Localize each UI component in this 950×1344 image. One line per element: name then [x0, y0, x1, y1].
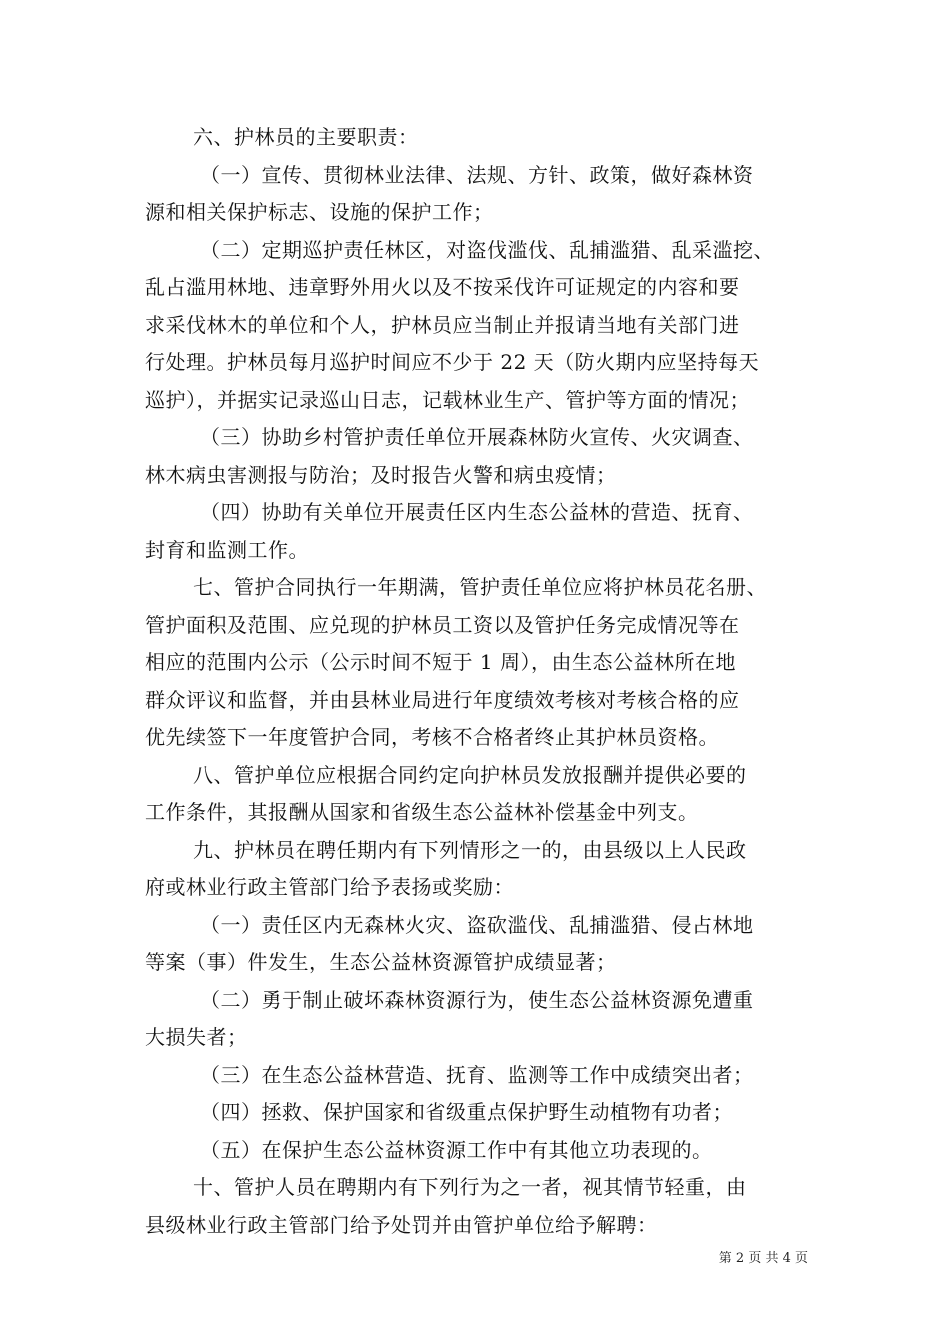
paragraph-line: 县级林业行政主管部门给予处罚并由管护单位给予解聘： — [145, 1212, 658, 1237]
paragraph-line: （二）定期巡护责任林区，对盗伐滥伐、乱捕滥猎、乱采滥挖、 — [200, 237, 774, 262]
paragraph-line: （三）协助乡村管护责任单位开展森林防火宣传、火灾调查、 — [200, 425, 754, 449]
paragraph-line: 府或林业行政主管部门给予表扬或奖励： — [145, 875, 514, 899]
paragraph-line: 行处理。护林员每月巡护时间应不少于 22 天（防火期内应坚持每天 — [145, 350, 760, 374]
paragraph-line: 群众评议和监督，并由县林业局进行年度绩效考核对考核合格的应 — [145, 687, 740, 712]
paragraph-line: 乱占滥用林地、违章野外用火以及不按采伐许可证规定的内容和要 — [145, 275, 740, 299]
paragraph-line: 相应的范围内公示（公示时间不短于 1 周），由生态公益林所在地 — [145, 650, 736, 674]
paragraph-line: 六、护林员的主要职责： — [193, 125, 419, 149]
paragraph-line: 求采伐林木的单位和个人，护林员应当制止并报请当地有关部门进 — [145, 312, 740, 337]
paragraph-line: （一）宣传、贯彻林业法律、法规、方针、政策，做好森林资 — [200, 162, 754, 187]
paragraph-line: 十、管护人员在聘期内有下列行为之一者，视其情节轻重，由 — [193, 1175, 747, 1199]
paragraph-line: （三）在生态公益林营造、抚育、监测等工作中成绩突出者； — [200, 1062, 754, 1087]
document-body — [145, 119, 810, 1244]
paragraph-line: 管护面积及范围、应兑现的护林员工资以及管护任务完成情况等在 — [145, 612, 740, 637]
paragraph-line: （一）责任区内无森林火灾、盗砍滥伐、乱捕滥猎、侵占林地 — [200, 912, 754, 937]
paragraph-line: 源和相关保护标志、设施的保护工作； — [145, 200, 494, 224]
paragraph-line: 大损失者； — [145, 1025, 248, 1049]
paragraph-line: 等案（事）件发生，生态公益林资源管护成绩显著； — [145, 950, 617, 974]
paragraph-line: 九、护林员在聘任期内有下列情形之一的，由县级以上人民政 — [193, 837, 747, 862]
paragraph-line: （二）勇于制止破坏森林资源行为，使生态公益林资源免遭重 — [200, 987, 754, 1012]
paragraph-line: （四）协助有关单位开展责任区内生态公益林的营造、抚育、 — [200, 500, 754, 524]
page-number-footer: 第 2 页 共 4 页 — [718, 1251, 808, 1266]
paragraph-line: 巡护），并据实记录巡山日志，记载林业生产、管护等方面的情况； — [145, 387, 750, 412]
paragraph-line: （四）拯救、保护国家和省级重点保护野生动植物有功者； — [200, 1100, 733, 1124]
paragraph-line: （五）在保护生态公益林资源工作中有其他立功表现的。 — [200, 1137, 713, 1162]
paragraph-line: 七、管护合同执行一年期满，管护责任单位应将护林员花名册、 — [193, 575, 767, 599]
paragraph-line: 优先续签下一年度管护合同，考核不合格者终止其护林员资格。 — [145, 725, 719, 749]
paragraph-line: 封育和监测工作。 — [145, 537, 309, 562]
paragraph-line: 八、管护单位应根据合同约定向护林员发放报酬并提供必要的 — [193, 762, 747, 787]
paragraph-line: 工作条件，其报酬从国家和省级生态公益林补偿基金中列支。 — [145, 800, 699, 824]
paragraph-line: 林木病虫害测报与防治；及时报告火警和病虫疫情； — [145, 462, 617, 487]
